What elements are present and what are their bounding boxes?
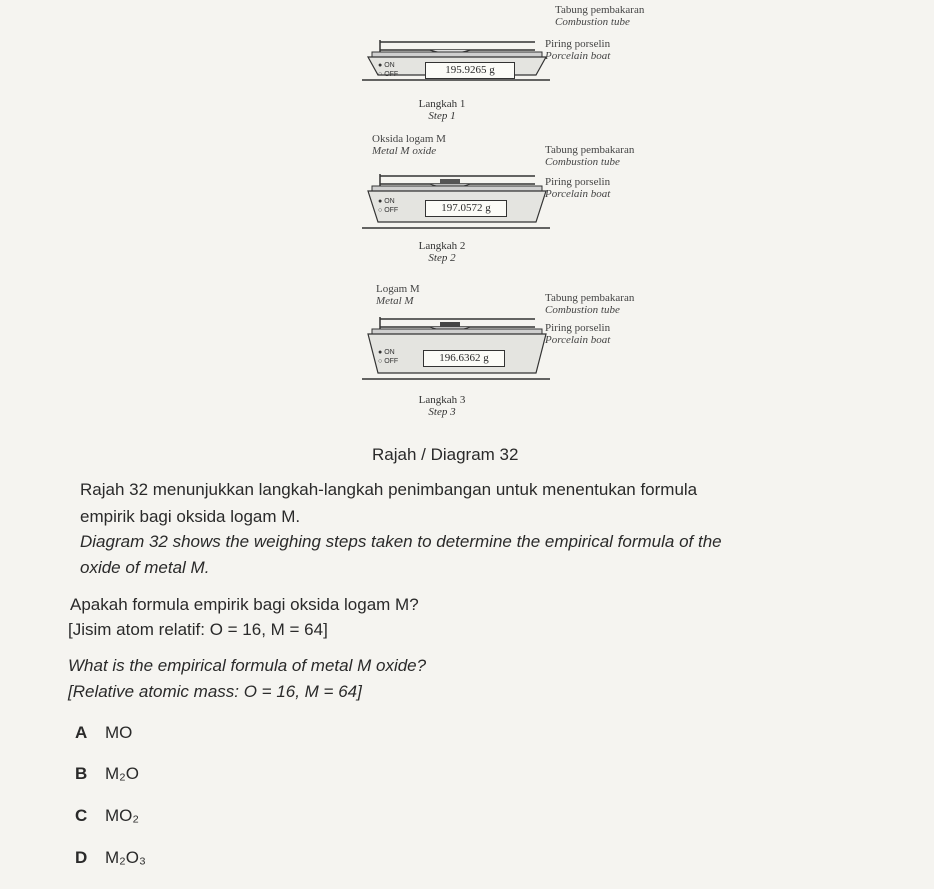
intro-ms-line-2: empirik bagi oksida logam M.	[80, 507, 301, 526]
on-off-switch: ● ON ○ OFF	[378, 198, 399, 214]
sample-label-step-2: Oksida logam M Metal M oxide	[372, 133, 446, 157]
relative-atomic-mass-ms: [Jisim atom relatif: O = 16, M = 64]	[68, 620, 328, 639]
balance-reading-step-3: 196.6362 g	[423, 350, 505, 367]
boat-label-step-1: Piring porselin Porcelain boat	[545, 38, 611, 62]
intro-ms-line-1: Rajah 32 menunjukkan langkah-langkah penimbangan untuk menentukan formula	[80, 480, 698, 499]
option-formula: MO	[105, 723, 133, 742]
intro-en-line-2: oxide of metal M.	[80, 558, 210, 577]
boat-label-step-3: Piring porselin Porcelain boat	[545, 322, 611, 346]
step-1-label: Langkah 1 Step 1	[418, 98, 466, 122]
option-formula: MO₂	[105, 806, 139, 825]
weighing-diagram	[0, 0, 934, 440]
on-off-switch: ● ON ○ OFF	[378, 349, 399, 365]
question-en: What is the empirical formula of metal M oxide?	[68, 656, 427, 675]
step-2-label: Langkah 2 Step 2	[418, 240, 466, 264]
question-ms: Apakah formula empirik bagi oksida logam M?	[70, 595, 419, 614]
balance-step-1	[360, 30, 560, 90]
option-formula: M₂O₃	[105, 848, 146, 867]
step-3-label: Langkah 3 Step 3	[418, 394, 466, 418]
balance-reading-step-1: 195.9265 g	[425, 62, 515, 79]
option-letter: A	[75, 723, 88, 742]
balance-reading-step-2: 197.0572 g	[425, 200, 507, 217]
sample-label-step-3: Logam M Metal M	[376, 283, 420, 307]
tube-label-step-3: Tabung pembakaran Combustion tube	[545, 292, 635, 316]
boat-label-step-2: Piring porselin Porcelain boat	[545, 176, 611, 200]
diagram-caption: Rajah / Diagram 32	[372, 445, 519, 464]
tube-label-step-2: Tabung pembakaran Combustion tube	[545, 144, 635, 168]
relative-atomic-mass-en: [Relative atomic mass: O = 16, M = 64]	[68, 682, 362, 701]
on-off-switch: ● ON ○ OFF	[378, 62, 399, 78]
option-formula: M₂O	[105, 764, 139, 783]
option-letter: B	[75, 764, 88, 783]
option-letter: D	[75, 848, 88, 867]
balance-step-3	[360, 305, 560, 385]
tube-label-step-1: Tabung pembakaran Combustion tube	[555, 4, 645, 28]
option-letter: C	[75, 806, 88, 825]
intro-en-line-1: Diagram 32 shows the weighing steps taken to determine the empirical formula of the	[80, 532, 722, 551]
